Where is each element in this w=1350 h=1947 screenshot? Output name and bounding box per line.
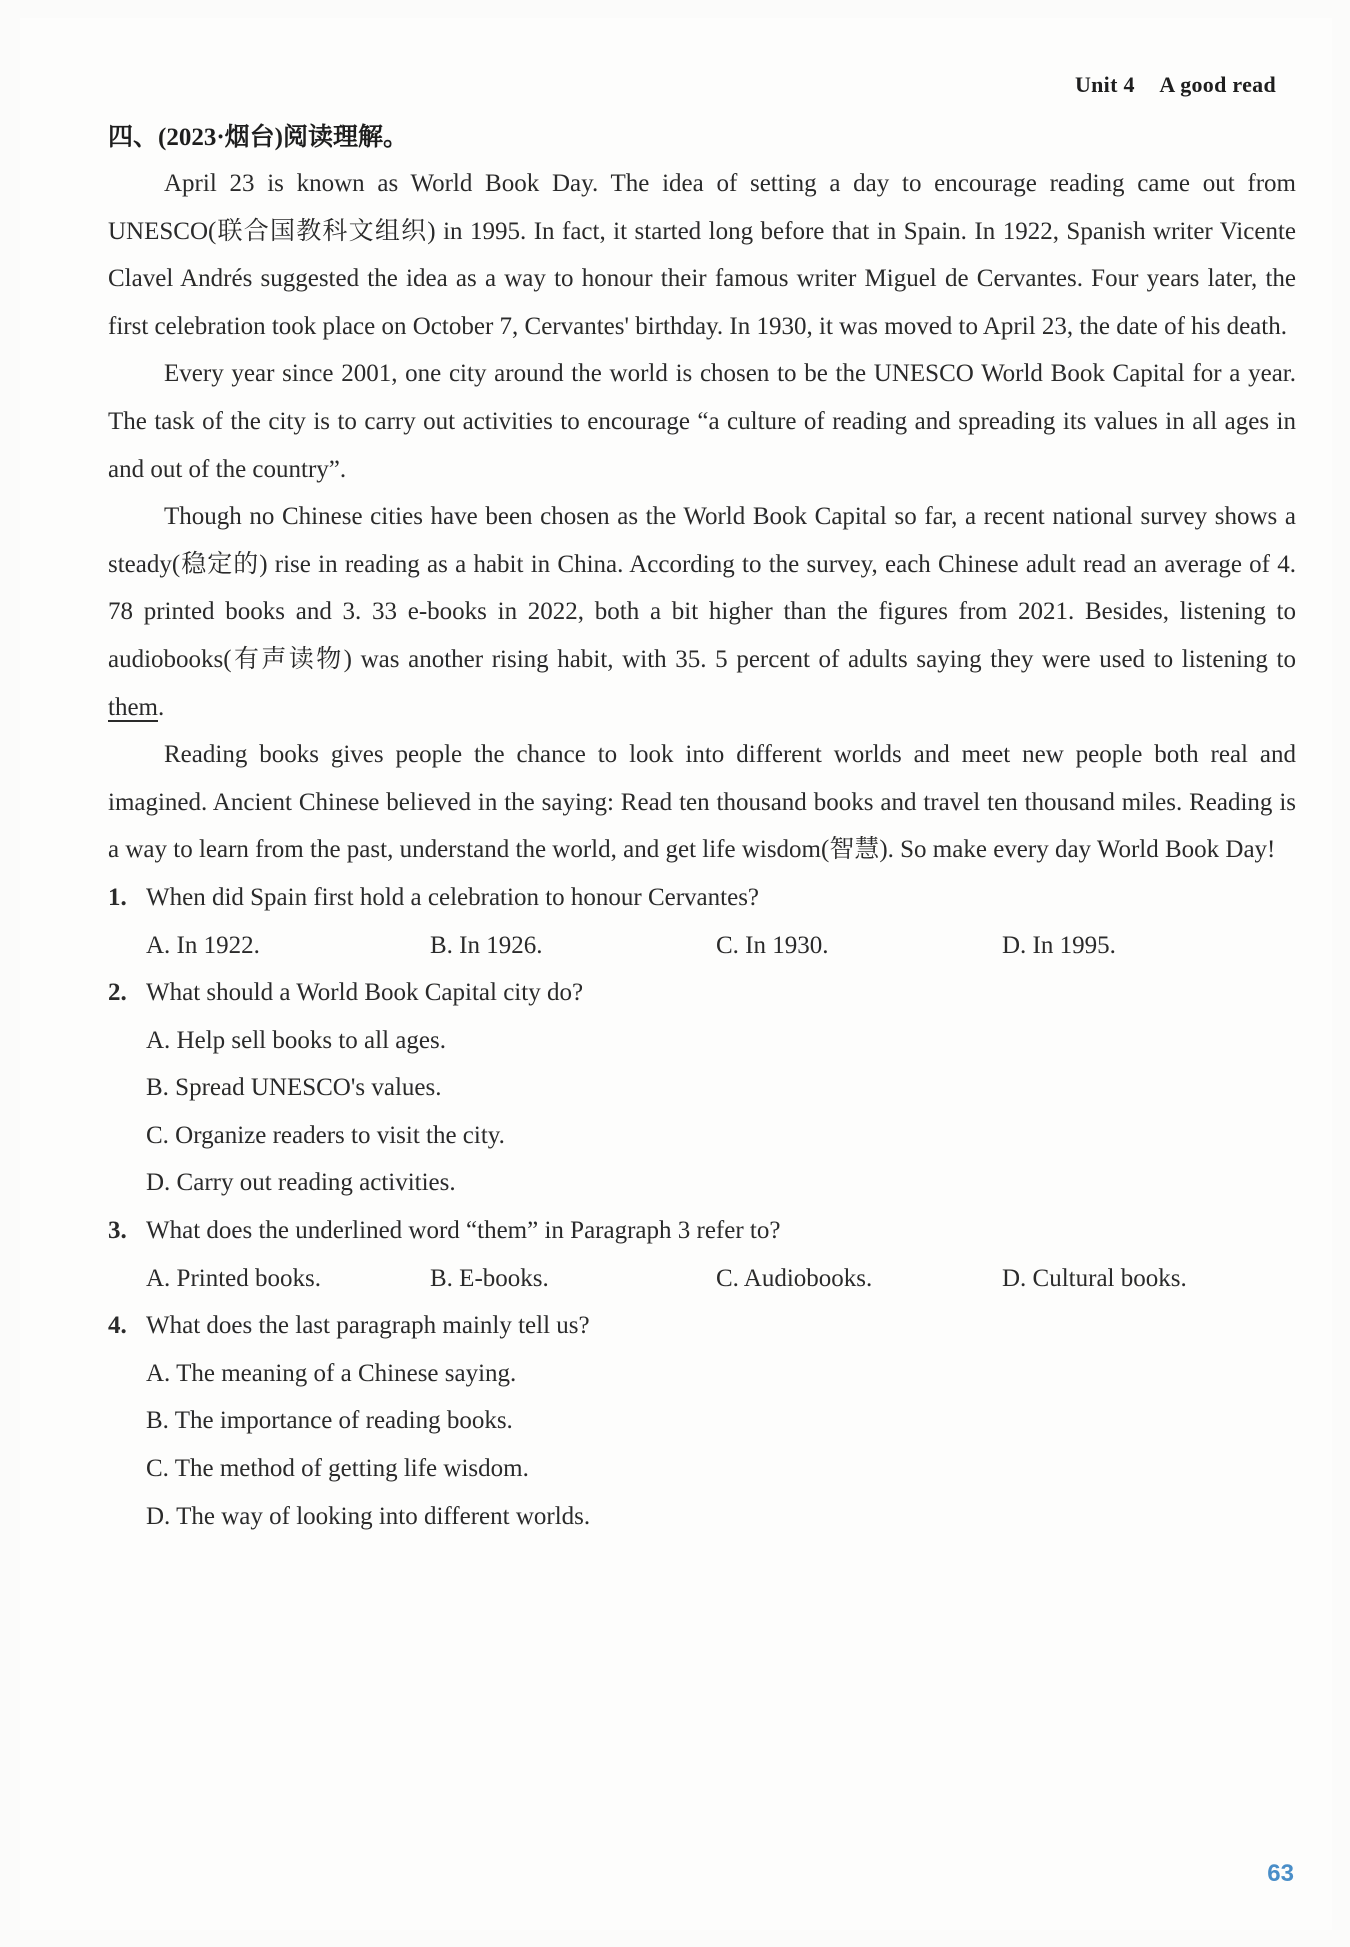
question-text: When did Spain first hold a celebration to honour Cervantes? bbox=[146, 883, 760, 911]
option-b[interactable]: B. The importance of reading books. bbox=[146, 1407, 513, 1435]
page-number: 63 bbox=[1267, 1860, 1294, 1887]
paragraph-3-end: . bbox=[158, 693, 165, 721]
question-stem bbox=[108, 874, 1296, 922]
paragraph-3-text: Though no Chinese cities have been chosen as the World Book Capital so far, a recent national survey shows a steady(稳定的) rise in reading as a habit in China. According to the survey, each Chinese adult read an average of 4. 78 printed books and 3. 33 e-books in 2022, both a bit higher than the figures from 2021. Besides, listening to audiobooks(有声读物) was another rising habit, with 35. 5 percent of adults saying they were used to listening to bbox=[108, 503, 1296, 673]
question-text: What does the underlined word “them” in Paragraph 3 refer to? bbox=[146, 1217, 781, 1245]
question-text: What should a World Book Capital city do? bbox=[146, 979, 584, 1007]
question-3 bbox=[108, 1207, 1296, 1302]
option-b[interactable]: B. In 1926. bbox=[430, 931, 543, 959]
page-header bbox=[1075, 72, 1276, 98]
option-c[interactable]: C. Organize readers to visit the city. bbox=[146, 1121, 505, 1149]
question-number: 4. bbox=[108, 1312, 127, 1340]
question-1 bbox=[108, 874, 1296, 969]
option-d[interactable]: D. Cultural books. bbox=[1002, 1264, 1187, 1292]
option-b[interactable]: B. Spread UNESCO's values. bbox=[146, 1074, 442, 1102]
unit-label: Unit 4 bbox=[1074, 72, 1135, 97]
question-stem bbox=[108, 1302, 1296, 1350]
passage-paragraph-1: April 23 is known as World Book Day. The idea of setting a day to encourage reading came out from UNESCO(联合国教科文组织) in 1995. In fact, it started long before that in Spain. In 1922, Spanish writer Vicente Clavel Andrés suggested the idea as a way to honour their famous writer Miguel de Cervantes. Four years later, the first celebration took place on October 7, Cervantes' birthday. In 1930, it was moved to April 23, the date of his death. bbox=[108, 170, 1296, 340]
question-stem bbox=[108, 1207, 1296, 1255]
question-4 bbox=[108, 1302, 1296, 1540]
option-d[interactable]: D. The way of looking into different worlds. bbox=[146, 1502, 591, 1530]
question-text: What does the last paragraph mainly tell us? bbox=[146, 1312, 590, 1340]
option-a[interactable]: A. Printed books. bbox=[146, 1264, 321, 1292]
section-title: 四、(2023·烟台)阅读理解。 bbox=[108, 124, 408, 151]
question-2 bbox=[108, 969, 1296, 1207]
option-c[interactable]: C. In 1930. bbox=[716, 931, 829, 959]
question-number: 2. bbox=[108, 979, 127, 1007]
question-number: 1. bbox=[108, 883, 127, 911]
option-d[interactable]: D. In 1995. bbox=[1002, 931, 1116, 959]
question-stem bbox=[108, 969, 1296, 1017]
underlined-word: them bbox=[108, 693, 158, 721]
passage-paragraph-3 bbox=[108, 493, 1296, 731]
option-a[interactable]: A. Help sell books to all ages. bbox=[146, 1026, 446, 1054]
reading-passage bbox=[108, 160, 1296, 874]
option-a[interactable]: A. In 1922. bbox=[146, 931, 260, 959]
option-c[interactable]: C. The method of getting life wisdom. bbox=[146, 1455, 529, 1483]
exercise-content bbox=[108, 116, 1296, 1540]
passage-paragraph-4: Reading books gives people the chance to look into different worlds and meet new people both real and imagined. Ancient Chinese believed in the saying: Read ten thousand books and travel ten thousand miles. Reading is a way to learn from the past, understand the world, and get life wisdom(智慧). So make every day World Book Day! bbox=[108, 741, 1296, 864]
options-row bbox=[108, 1255, 1296, 1303]
options-row bbox=[108, 922, 1296, 970]
option-b[interactable]: B. E-books. bbox=[430, 1264, 549, 1292]
passage-paragraph-2: Every year since 2001, one city around the world is chosen to be the UNESCO World Book Capital for a year. The task of the city is to carry out activities to encourage “a culture of reading and spreading its values in all ages in and out of the country”. bbox=[108, 360, 1296, 483]
option-c[interactable]: C. Audiobooks. bbox=[716, 1264, 873, 1292]
unit-title: A good read bbox=[1159, 72, 1276, 97]
question-number: 3. bbox=[108, 1217, 127, 1245]
option-a[interactable]: A. The meaning of a Chinese saying. bbox=[146, 1359, 517, 1387]
option-d[interactable]: D. Carry out reading activities. bbox=[146, 1169, 456, 1197]
